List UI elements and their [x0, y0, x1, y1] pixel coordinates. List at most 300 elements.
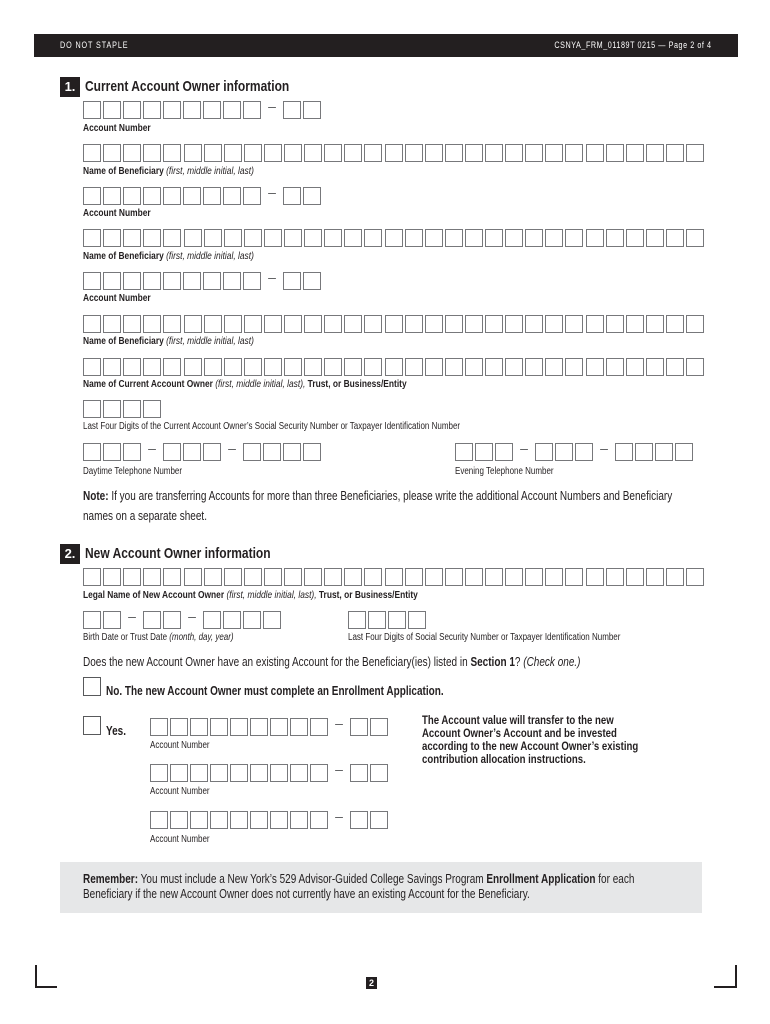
beneficiary-name-box[interactable]	[385, 229, 403, 247]
beneficiary-name-box[interactable]	[666, 144, 684, 162]
account-number-box[interactable]	[183, 187, 201, 205]
beneficiary-name-box[interactable]	[525, 229, 543, 247]
account-number-box[interactable]	[143, 272, 161, 290]
beneficiary-name-box[interactable]	[646, 315, 664, 333]
evening-phone-box[interactable]	[675, 443, 693, 461]
existing-account-number-box[interactable]	[190, 811, 208, 829]
birth-date-label	[83, 632, 234, 644]
new-owner-legal-name-box[interactable]	[646, 568, 664, 586]
beneficiary-name-box[interactable]	[324, 229, 342, 247]
beneficiary-name-box[interactable]	[364, 229, 382, 247]
current-owner-name-box[interactable]	[385, 358, 403, 376]
beneficiary-name-box[interactable]	[184, 144, 202, 162]
current-owner-name-box[interactable]	[525, 358, 543, 376]
evening-phone-box[interactable]	[555, 443, 573, 461]
new-owner-legal-name-box[interactable]	[545, 568, 563, 586]
new-owner-legal-name-box[interactable]	[445, 568, 463, 586]
new-owner-legal-name-box[interactable]	[324, 568, 342, 586]
current-owner-name-box[interactable]	[505, 358, 523, 376]
beneficiary-name-box[interactable]	[344, 315, 362, 333]
current-owner-name-box[interactable]	[545, 358, 563, 376]
remember-text-before: You must include a New York’s 529 Advisor-Guided College Savings Program	[140, 872, 484, 886]
beneficiary-label-hint: (first, middle initial, last)	[166, 250, 254, 262]
existing-account-number-box[interactable]	[210, 718, 228, 736]
new-owner-ssn-last-four-box[interactable]	[348, 611, 366, 629]
beneficiary-name-box[interactable]	[586, 229, 604, 247]
beneficiary-name-box[interactable]	[264, 229, 282, 247]
account-number-box[interactable]	[143, 101, 161, 119]
account-number-box[interactable]	[103, 101, 121, 119]
current-owner-name-box[interactable]	[626, 358, 644, 376]
new-owner-ssn-last-four-box[interactable]	[408, 611, 426, 629]
existing-account-number-box[interactable]	[170, 718, 188, 736]
current-owner-name-box[interactable]	[224, 358, 242, 376]
beneficiary-name-box[interactable]	[163, 315, 181, 333]
birth-date-box[interactable]	[83, 611, 101, 629]
beneficiary-name-box[interactable]	[103, 315, 121, 333]
existing-account-number-box[interactable]	[150, 764, 168, 782]
beneficiary-name-box[interactable]	[244, 229, 262, 247]
existing-account-number-box[interactable]	[310, 811, 328, 829]
current-owner-name-box[interactable]	[586, 358, 604, 376]
current-owner-ssn-last-four-box[interactable]	[123, 400, 141, 418]
account-number-box[interactable]	[243, 272, 261, 290]
beneficiary-name-box[interactable]	[485, 315, 503, 333]
existing-account-number-box[interactable]	[290, 764, 308, 782]
evening-phone-box[interactable]	[455, 443, 473, 461]
account-number-box[interactable]	[223, 272, 241, 290]
beneficiary-name-box[interactable]	[586, 144, 604, 162]
new-owner-ssn-last-four-box[interactable]	[368, 611, 386, 629]
account-number-box[interactable]	[303, 272, 321, 290]
legal-name-label-suffix: Trust, or Business/Entity	[318, 589, 418, 601]
existing-account-number-box[interactable]	[310, 718, 328, 736]
beneficiary-name-box[interactable]	[505, 229, 523, 247]
beneficiary-name-box[interactable]	[83, 315, 101, 333]
note-label: Note:	[83, 489, 109, 503]
account-number-box[interactable]	[203, 101, 221, 119]
beneficiary-name-box[interactable]	[465, 229, 483, 247]
beneficiary-name-box[interactable]	[485, 229, 503, 247]
account-number-box[interactable]	[283, 101, 301, 119]
beneficiary-name-box[interactable]	[143, 315, 161, 333]
new-owner-legal-name-box[interactable]	[405, 568, 423, 586]
current-owner-name-box[interactable]	[606, 358, 624, 376]
existing-account-number-box[interactable]	[210, 811, 228, 829]
account-number-box[interactable]	[283, 272, 301, 290]
beneficiary-name-box[interactable]	[284, 315, 302, 333]
evening-phone-label: Evening Telephone Number	[455, 466, 554, 477]
daytime-phone-box[interactable]	[203, 443, 221, 461]
birth-date-box[interactable]	[203, 611, 221, 629]
beneficiary-name-box[interactable]	[284, 229, 302, 247]
account-number-box[interactable]	[103, 187, 121, 205]
beneficiary-name-box[interactable]	[204, 315, 222, 333]
beneficiary-name-box[interactable]	[445, 315, 463, 333]
section-1-number: 1.	[60, 77, 80, 97]
yes-option-label: Yes.	[106, 724, 127, 738]
existing-account-number-box[interactable]	[310, 764, 328, 782]
beneficiary-name-box[interactable]	[264, 144, 282, 162]
daytime-phone-box[interactable]	[243, 443, 261, 461]
question-mark: ?	[514, 655, 521, 669]
evening-phone-box[interactable]	[575, 443, 593, 461]
no-checkbox[interactable]	[83, 677, 101, 696]
beneficiary-name-box[interactable]	[545, 229, 563, 247]
current-owner-name-box[interactable]	[244, 358, 262, 376]
beneficiary-name-box[interactable]	[83, 229, 101, 247]
existing-account-number-label: Account Number	[150, 740, 210, 751]
current-owner-name-box[interactable]	[123, 358, 141, 376]
daytime-phone-box[interactable]	[123, 443, 141, 461]
account-number-box[interactable]	[303, 101, 321, 119]
beneficiary-name-box[interactable]	[264, 315, 282, 333]
beneficiary-label-hint: (first, middle initial, last)	[166, 335, 254, 347]
note-text: If you are transferring Accounts for more than three Beneficiaries, please write the additional Account Numbers and Beneficiary	[111, 489, 673, 503]
current-owner-name-box[interactable]	[485, 358, 503, 376]
beneficiary-name-box[interactable]	[364, 144, 382, 162]
account-number-box[interactable]	[163, 272, 181, 290]
new-owner-legal-name-box[interactable]	[626, 568, 644, 586]
account-number-box[interactable]	[163, 187, 181, 205]
question-section-ref: Section 1	[470, 655, 515, 669]
beneficiary-name-box[interactable]	[364, 315, 382, 333]
current-owner-ssn-last-four-box[interactable]	[143, 400, 161, 418]
transfer-instructions	[422, 714, 638, 766]
beneficiary-name-box[interactable]	[666, 229, 684, 247]
page-number: 2	[366, 977, 377, 989]
account-number-box[interactable]	[183, 101, 201, 119]
account-number-box[interactable]	[163, 101, 181, 119]
current-owner-name-box[interactable]	[646, 358, 664, 376]
beneficiary-name-box[interactable]	[284, 144, 302, 162]
new-owner-legal-name-box[interactable]	[525, 568, 543, 586]
beneficiary-name-box[interactable]	[385, 315, 403, 333]
new-owner-ssn-last-four-box[interactable]	[388, 611, 406, 629]
beneficiary-name-box[interactable]	[485, 144, 503, 162]
evening-phone-box[interactable]	[475, 443, 493, 461]
existing-account-number-box[interactable]	[150, 718, 168, 736]
beneficiary-name-box[interactable]	[425, 144, 443, 162]
account-number-box[interactable]	[123, 101, 141, 119]
transfer-note-line: The Account value will transfer to the new	[422, 713, 614, 727]
current-owner-name-box[interactable]	[686, 358, 704, 376]
beneficiary-name-box[interactable]	[686, 315, 704, 333]
beneficiary-name-box[interactable]	[405, 315, 423, 333]
account-number-box[interactable]	[223, 101, 241, 119]
account-number-box[interactable]	[103, 272, 121, 290]
current-owner-name-box[interactable]	[304, 358, 322, 376]
new-owner-legal-name-label	[83, 589, 418, 601]
beneficiary-name-box[interactable]	[244, 315, 262, 333]
daytime-phone-box[interactable]	[263, 443, 281, 461]
beneficiary-name-box[interactable]	[324, 315, 342, 333]
new-owner-legal-name-box[interactable]	[586, 568, 604, 586]
current-owner-name-box[interactable]	[143, 358, 161, 376]
beneficiary-name-box[interactable]	[244, 144, 262, 162]
existing-account-number-box[interactable]	[230, 764, 248, 782]
evening-phone-box[interactable]	[495, 443, 513, 461]
existing-account-number-box[interactable]	[230, 718, 248, 736]
beneficiary-name-box[interactable]	[606, 229, 624, 247]
birth-date-box[interactable]	[243, 611, 261, 629]
existing-account-number-box[interactable]	[270, 718, 288, 736]
existing-account-number-box[interactable]	[250, 718, 268, 736]
existing-account-number-label: Account Number	[150, 834, 210, 845]
current-owner-name-box[interactable]	[103, 358, 121, 376]
beneficiary-name-box[interactable]	[606, 315, 624, 333]
beneficiary-name-box[interactable]	[465, 315, 483, 333]
beneficiary-name-box[interactable]	[425, 315, 443, 333]
existing-account-number-box[interactable]	[290, 811, 308, 829]
beneficiary-name-box[interactable]	[304, 315, 322, 333]
current-owner-name-box[interactable]	[565, 358, 583, 376]
existing-account-number-box[interactable]	[290, 718, 308, 736]
existing-account-number-box[interactable]	[370, 764, 388, 782]
evening-phone-box[interactable]	[655, 443, 673, 461]
beneficiary-name-box[interactable]	[324, 144, 342, 162]
current-owner-name-box[interactable]	[284, 358, 302, 376]
beneficiary-name-box[interactable]	[304, 229, 322, 247]
transfer-note-line: Account Owner’s Account and be invested	[422, 726, 617, 740]
current-owner-name-box[interactable]	[666, 358, 684, 376]
beneficiary-name-box[interactable]	[224, 315, 242, 333]
beneficiary-name-box[interactable]	[224, 144, 242, 162]
account-number-box[interactable]	[203, 187, 221, 205]
daytime-phone-box[interactable]	[163, 443, 181, 461]
account-number-box[interactable]	[83, 101, 101, 119]
existing-account-number-box[interactable]	[370, 811, 388, 829]
birth-date-box[interactable]	[223, 611, 241, 629]
beneficiary-name-box[interactable]	[224, 229, 242, 247]
daytime-phone-box[interactable]	[183, 443, 201, 461]
beneficiary-name-box[interactable]	[123, 229, 141, 247]
current-owner-name-box[interactable]	[445, 358, 463, 376]
beneficiary-name-box[interactable]	[626, 229, 644, 247]
new-owner-legal-name-box[interactable]	[123, 568, 141, 586]
current-owner-name-box[interactable]	[184, 358, 202, 376]
existing-account-number-box[interactable]	[250, 811, 268, 829]
yes-checkbox[interactable]	[83, 716, 101, 735]
account-number-box[interactable]	[243, 101, 261, 119]
daytime-phone-box[interactable]	[83, 443, 101, 461]
existing-account-number-box[interactable]	[350, 718, 368, 736]
separator-dash: –	[335, 715, 343, 731]
no-option-label: No. The new Account Owner must complete an Enrollment Application.	[106, 684, 444, 698]
beneficiary-name-box[interactable]	[525, 315, 543, 333]
existing-account-number-box[interactable]	[190, 764, 208, 782]
new-owner-legal-name-box[interactable]	[465, 568, 483, 586]
remember-line-1	[83, 872, 634, 887]
existing-account-number-box[interactable]	[170, 764, 188, 782]
current-owner-name-box[interactable]	[344, 358, 362, 376]
current-owner-name-box[interactable]	[405, 358, 423, 376]
beneficiary-name-box[interactable]	[626, 315, 644, 333]
note-line-2: names on a separate sheet.	[83, 509, 207, 523]
daytime-phone-box[interactable]	[303, 443, 321, 461]
current-owner-label-text: Name of Current Account Owner	[83, 378, 213, 390]
account-number-box[interactable]	[243, 187, 261, 205]
separator-dash: –	[188, 608, 196, 624]
existing-account-number-box[interactable]	[270, 764, 288, 782]
birth-date-box[interactable]	[103, 611, 121, 629]
beneficiary-name-box[interactable]	[565, 315, 583, 333]
crop-mark-bottom-right	[714, 986, 737, 988]
birth-date-box[interactable]	[263, 611, 281, 629]
new-owner-legal-name-box[interactable]	[686, 568, 704, 586]
beneficiary-name-box[interactable]	[344, 229, 362, 247]
evening-phone-box[interactable]	[635, 443, 653, 461]
new-owner-legal-name-box[interactable]	[364, 568, 382, 586]
new-owner-legal-name-box[interactable]	[83, 568, 101, 586]
existing-account-number-box[interactable]	[350, 764, 368, 782]
beneficiary-name-box[interactable]	[646, 229, 664, 247]
new-owner-legal-name-box[interactable]	[163, 568, 181, 586]
existing-account-number-box[interactable]	[370, 718, 388, 736]
beneficiary-name-box[interactable]	[385, 144, 403, 162]
new-owner-legal-name-box[interactable]	[143, 568, 161, 586]
current-owner-name-box[interactable]	[264, 358, 282, 376]
beneficiary-name-box[interactable]	[545, 144, 563, 162]
transfer-note-line: according to the new Account Owner’s existing	[422, 739, 639, 753]
account-number-box[interactable]	[283, 187, 301, 205]
evening-phone-box[interactable]	[535, 443, 553, 461]
beneficiary-name-box[interactable]	[666, 315, 684, 333]
beneficiary-name-box[interactable]	[83, 144, 101, 162]
current-owner-ssn-last-four-box[interactable]	[83, 400, 101, 418]
beneficiary-name-box[interactable]	[646, 144, 664, 162]
current-owner-name-box[interactable]	[204, 358, 222, 376]
beneficiary-name-box[interactable]	[626, 144, 644, 162]
current-owner-ssn-last-four-box[interactable]	[103, 400, 121, 418]
beneficiary-name-box[interactable]	[405, 229, 423, 247]
beneficiary-name-box[interactable]	[204, 229, 222, 247]
new-owner-legal-name-box[interactable]	[425, 568, 443, 586]
account-number-box[interactable]	[83, 272, 101, 290]
account-number-box[interactable]	[183, 272, 201, 290]
beneficiary-name-box[interactable]	[163, 144, 181, 162]
account-number-box[interactable]	[83, 187, 101, 205]
beneficiary-name-box[interactable]	[143, 144, 161, 162]
account-number-box[interactable]	[123, 187, 141, 205]
beneficiary-name-box[interactable]	[143, 229, 161, 247]
existing-account-number-box[interactable]	[150, 811, 168, 829]
account-number-box[interactable]	[123, 272, 141, 290]
account-number-box[interactable]	[223, 187, 241, 205]
beneficiary-name-box[interactable]	[505, 144, 523, 162]
account-number-box[interactable]	[303, 187, 321, 205]
beneficiary-name-box[interactable]	[445, 229, 463, 247]
new-owner-legal-name-box[interactable]	[505, 568, 523, 586]
beneficiary-name-box[interactable]	[304, 144, 322, 162]
new-owner-legal-name-box[interactable]	[606, 568, 624, 586]
current-owner-name-box[interactable]	[324, 358, 342, 376]
beneficiary-name-box[interactable]	[405, 144, 423, 162]
birth-date-box[interactable]	[143, 611, 161, 629]
beneficiary-name-box[interactable]	[565, 144, 583, 162]
existing-account-number-box[interactable]	[270, 811, 288, 829]
beneficiary-name-box[interactable]	[103, 229, 121, 247]
existing-account-number-box[interactable]	[350, 811, 368, 829]
new-owner-legal-name-box[interactable]	[485, 568, 503, 586]
current-owner-name-box[interactable]	[425, 358, 443, 376]
existing-account-number-box[interactable]	[210, 764, 228, 782]
separator-dash: –	[268, 184, 276, 200]
beneficiary-name-box[interactable]	[505, 315, 523, 333]
beneficiary-name-box[interactable]	[445, 144, 463, 162]
daytime-phone-box[interactable]	[283, 443, 301, 461]
new-owner-legal-name-box[interactable]	[666, 568, 684, 586]
beneficiary-label-text: Name of Beneficiary	[83, 335, 164, 347]
new-owner-legal-name-box[interactable]	[204, 568, 222, 586]
birth-date-box[interactable]	[163, 611, 181, 629]
beneficiary-name-label	[83, 250, 254, 262]
new-owner-legal-name-box[interactable]	[565, 568, 583, 586]
daytime-phone-label: Daytime Telephone Number	[83, 466, 183, 477]
account-number-box[interactable]	[143, 187, 161, 205]
new-owner-legal-name-box[interactable]	[184, 568, 202, 586]
current-owner-name-box[interactable]	[163, 358, 181, 376]
existing-account-number-box[interactable]	[250, 764, 268, 782]
account-number-label: Account Number	[83, 122, 151, 134]
evening-phone-box[interactable]	[615, 443, 633, 461]
new-owner-legal-name-box[interactable]	[224, 568, 242, 586]
beneficiary-name-box[interactable]	[586, 315, 604, 333]
section-2-title: New Account Owner information	[85, 545, 271, 562]
beneficiary-name-box[interactable]	[344, 144, 362, 162]
beneficiary-name-box[interactable]	[565, 229, 583, 247]
existing-account-number-box[interactable]	[170, 811, 188, 829]
beneficiary-name-box[interactable]	[184, 229, 202, 247]
account-number-box[interactable]	[203, 272, 221, 290]
beneficiary-name-box[interactable]	[204, 144, 222, 162]
beneficiary-name-box[interactable]	[545, 315, 563, 333]
beneficiary-name-box[interactable]	[686, 229, 704, 247]
current-owner-ssn-label: Last Four Digits of the Current Account Owner’s Social Security Number or Taxpayer Identification Number	[83, 421, 461, 432]
beneficiary-name-box[interactable]	[163, 229, 181, 247]
new-owner-legal-name-box[interactable]	[284, 568, 302, 586]
birth-date-label-text: Birth Date or Trust Date	[83, 632, 168, 643]
beneficiary-name-box[interactable]	[465, 144, 483, 162]
beneficiary-name-box[interactable]	[686, 144, 704, 162]
separator-dash: –	[148, 440, 156, 456]
new-owner-legal-name-box[interactable]	[244, 568, 262, 586]
existing-account-number-box[interactable]	[190, 718, 208, 736]
new-owner-legal-name-box[interactable]	[103, 568, 121, 586]
beneficiary-name-box[interactable]	[425, 229, 443, 247]
new-owner-ssn-label: Last Four Digits of Social Security Number or Taxpayer Identification Number	[348, 632, 621, 643]
remember-callout-text	[83, 872, 634, 902]
beneficiary-name-box[interactable]	[606, 144, 624, 162]
new-owner-legal-name-box[interactable]	[304, 568, 322, 586]
new-owner-legal-name-box[interactable]	[344, 568, 362, 586]
beneficiary-name-box[interactable]	[123, 144, 141, 162]
beneficiary-name-box[interactable]	[123, 315, 141, 333]
new-owner-legal-name-box[interactable]	[264, 568, 282, 586]
beneficiary-name-box[interactable]	[184, 315, 202, 333]
beneficiary-name-box[interactable]	[103, 144, 121, 162]
beneficiary-name-box[interactable]	[525, 144, 543, 162]
current-owner-name-box[interactable]	[364, 358, 382, 376]
current-owner-name-box[interactable]	[465, 358, 483, 376]
daytime-phone-box[interactable]	[103, 443, 121, 461]
current-owner-name-box[interactable]	[83, 358, 101, 376]
existing-account-number-box[interactable]	[230, 811, 248, 829]
new-owner-legal-name-box[interactable]	[385, 568, 403, 586]
account-number-label: Account Number	[83, 207, 151, 219]
crop-mark-bottom-left	[35, 965, 37, 988]
legal-name-label-hint: (first, middle initial, last),	[226, 589, 317, 601]
